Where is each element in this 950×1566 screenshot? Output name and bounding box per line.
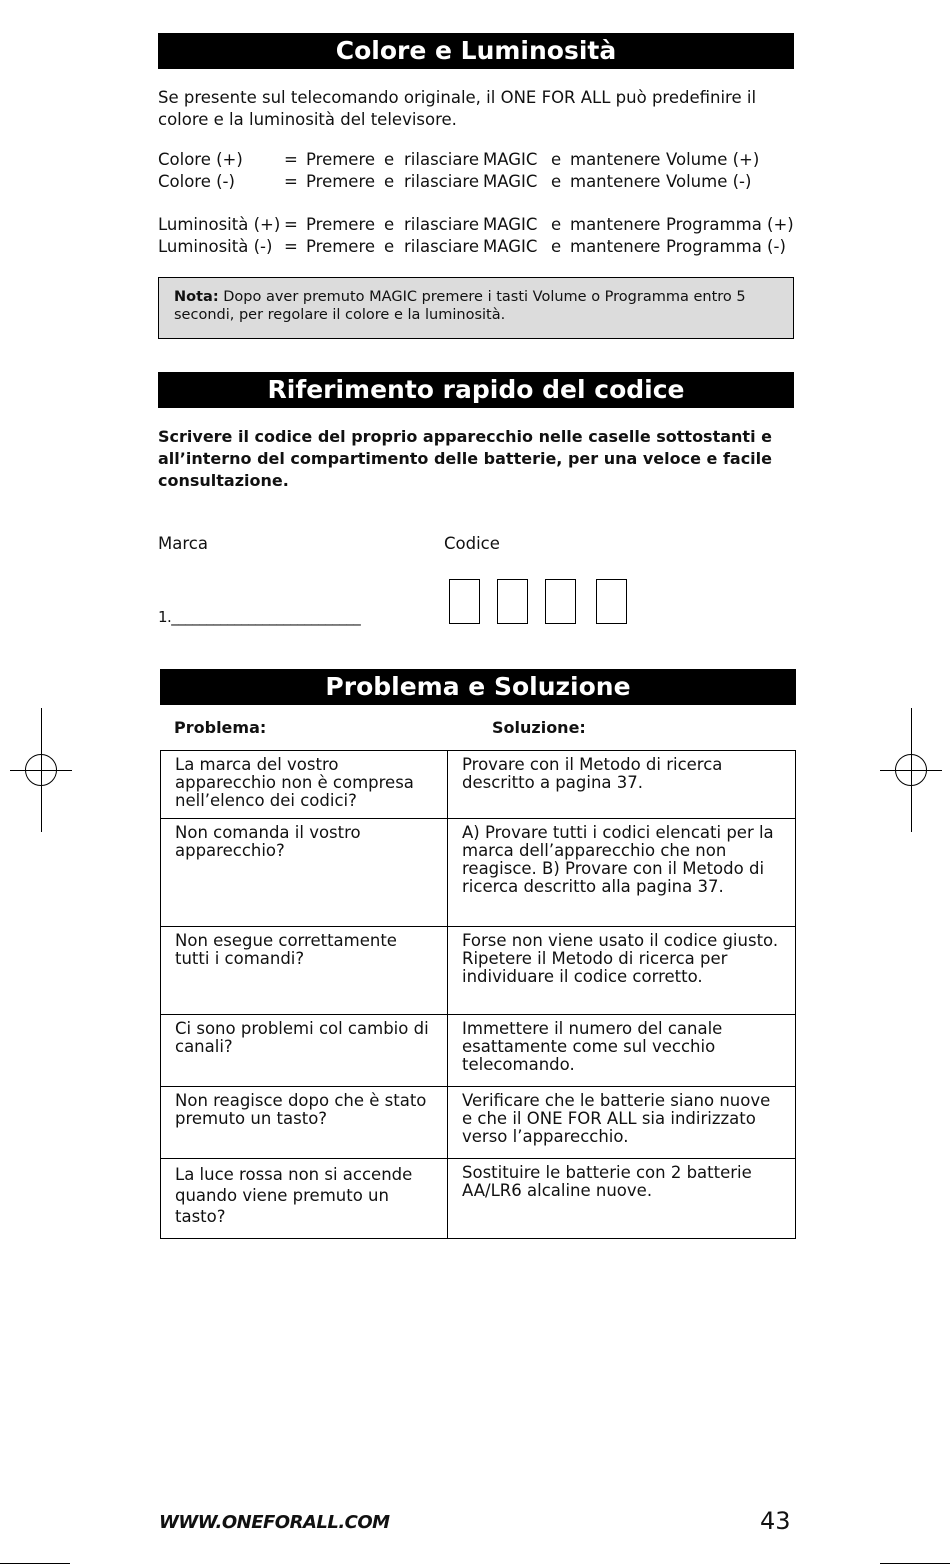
brand-entry-line[interactable]: 1.___________________________	[158, 608, 361, 626]
problem-cell: Ci sono problemi col cambio di canali?	[161, 1015, 448, 1087]
col-header-problem: Problema:	[174, 718, 267, 737]
section-title-riferimento: Riferimento rapido del codice	[158, 372, 794, 408]
note-box	[158, 277, 794, 339]
instruction-w1: Premere	[306, 237, 376, 256]
page-number: 43	[760, 1507, 791, 1535]
problem-cell: La luce rossa non si accende quando viene premuto un tasto?	[161, 1159, 448, 1239]
brand-label: Marca	[158, 534, 208, 553]
table-row	[161, 1159, 796, 1239]
code-box-1[interactable]	[449, 579, 480, 624]
instruction-w4: MAGIC	[483, 150, 538, 169]
instruction-w2: e	[384, 172, 395, 191]
problem-solution-table	[160, 750, 796, 1239]
trim-mark-right	[880, 1563, 950, 1564]
instruction-w4: MAGIC	[483, 172, 538, 191]
solution-cell: Sostituire le batterie con 2 batterie AA/LR6 alcaline nuove.	[448, 1159, 796, 1239]
instruction-w5: e	[551, 150, 562, 169]
instruction-w1: Premere	[306, 150, 376, 169]
instruction-w6: mantenere	[570, 172, 661, 191]
code-box-4[interactable]	[596, 579, 627, 624]
table-row	[161, 927, 796, 1015]
registration-mark-left	[10, 708, 72, 832]
code-box-3[interactable]	[545, 579, 576, 624]
instruction-label: Luminosità (+)	[158, 215, 281, 234]
instruction-w2: e	[384, 150, 395, 169]
instruction-w1: Premere	[306, 172, 376, 191]
solution-cell: Provare con il Metodo di ricerca descritto a pagina 37.	[448, 751, 796, 819]
table-row	[161, 819, 796, 927]
instruction-eq: =	[284, 237, 298, 256]
code-box-2[interactable]	[497, 579, 528, 624]
instruction-w6: mantenere	[570, 150, 661, 169]
section-title-problema: Problema e Soluzione	[160, 669, 796, 705]
instruction-eq: =	[284, 215, 298, 234]
instruction-w7: Programma (-)	[666, 237, 786, 256]
instruction-w3: rilasciare	[404, 215, 479, 234]
instruction-label: Colore (+)	[158, 150, 243, 169]
instruction-w7: Volume (+)	[666, 150, 760, 169]
code-label: Codice	[444, 534, 500, 553]
instruction-w6: mantenere	[570, 237, 661, 256]
instruction-w6: mantenere	[570, 215, 661, 234]
instruction-w4: MAGIC	[483, 237, 538, 256]
instruction-label: Luminosità (-)	[158, 237, 273, 256]
table-row	[161, 1015, 796, 1087]
instruction-row	[158, 172, 794, 194]
instruction-w1: Premere	[306, 215, 376, 234]
instruction-w3: rilasciare	[404, 172, 479, 191]
problem-cell: Non reagisce dopo che è stato premuto un tasto?	[161, 1087, 448, 1159]
col-header-solution: Soluzione:	[492, 718, 586, 737]
instruction-row	[158, 150, 794, 172]
section2-intro: Scrivere il codice del proprio apparecchio nelle caselle sottostanti e all’interno del compartimento delle batterie, per una veloce e facile consultazione.	[158, 427, 772, 490]
instruction-w5: e	[551, 215, 562, 234]
instruction-w7: Programma (+)	[666, 215, 794, 234]
table-row	[161, 1087, 796, 1159]
instruction-row	[158, 237, 794, 259]
instruction-w2: e	[384, 237, 395, 256]
instruction-w3: rilasciare	[404, 237, 479, 256]
instruction-eq: =	[284, 150, 298, 169]
note-label: Nota:	[174, 289, 219, 305]
section1-intro: Se presente sul telecomando originale, il ONE FOR ALL può predefinire il colore e la luminosità del televisore.	[158, 88, 757, 129]
instruction-w2: e	[384, 215, 395, 234]
table-row	[161, 751, 796, 819]
instruction-w7: Volume (-)	[666, 172, 752, 191]
trim-mark-left	[0, 1563, 70, 1564]
registration-mark-right	[880, 708, 942, 832]
instruction-label: Colore (-)	[158, 172, 235, 191]
problem-cell: Non esegue correttamente tutti i comandi?	[161, 927, 448, 1015]
problem-cell: Non comanda il vostro apparecchio?	[161, 819, 448, 927]
instruction-w5: e	[551, 237, 562, 256]
solution-cell: Verificare che le batterie siano nuove e che il ONE FOR ALL sia indirizzato verso l’apparecchio.	[448, 1087, 796, 1159]
solution-cell: A) Provare tutti i codici elencati per la marca dell’apparecchio che non reagisce. B) Provare con il Metodo di ricerca descritto alla pagina 37.	[448, 819, 796, 927]
solution-cell: Forse non viene usato il codice giusto. Ripetere il Metodo di ricerca per individuare il codice corretto.	[448, 927, 796, 1015]
instruction-row	[158, 215, 794, 237]
instruction-w5: e	[551, 172, 562, 191]
instruction-w3: rilasciare	[404, 150, 479, 169]
instruction-eq: =	[284, 172, 298, 191]
problem-cell: La marca del vostro apparecchio non è compresa nell’elenco dei codici?	[161, 751, 448, 819]
note-text: Dopo aver premuto MAGIC premere i tasti Volume o Programma entro 5 secondi, per regolare il colore e la luminosità.	[174, 289, 746, 323]
website-url: WWW.ONEFORALL.COM	[159, 1512, 390, 1533]
solution-cell: Immettere il numero del canale esattamente come sul vecchio telecomando.	[448, 1015, 796, 1087]
section-title-colore: Colore e Luminosità	[158, 33, 794, 69]
instruction-w4: MAGIC	[483, 215, 538, 234]
